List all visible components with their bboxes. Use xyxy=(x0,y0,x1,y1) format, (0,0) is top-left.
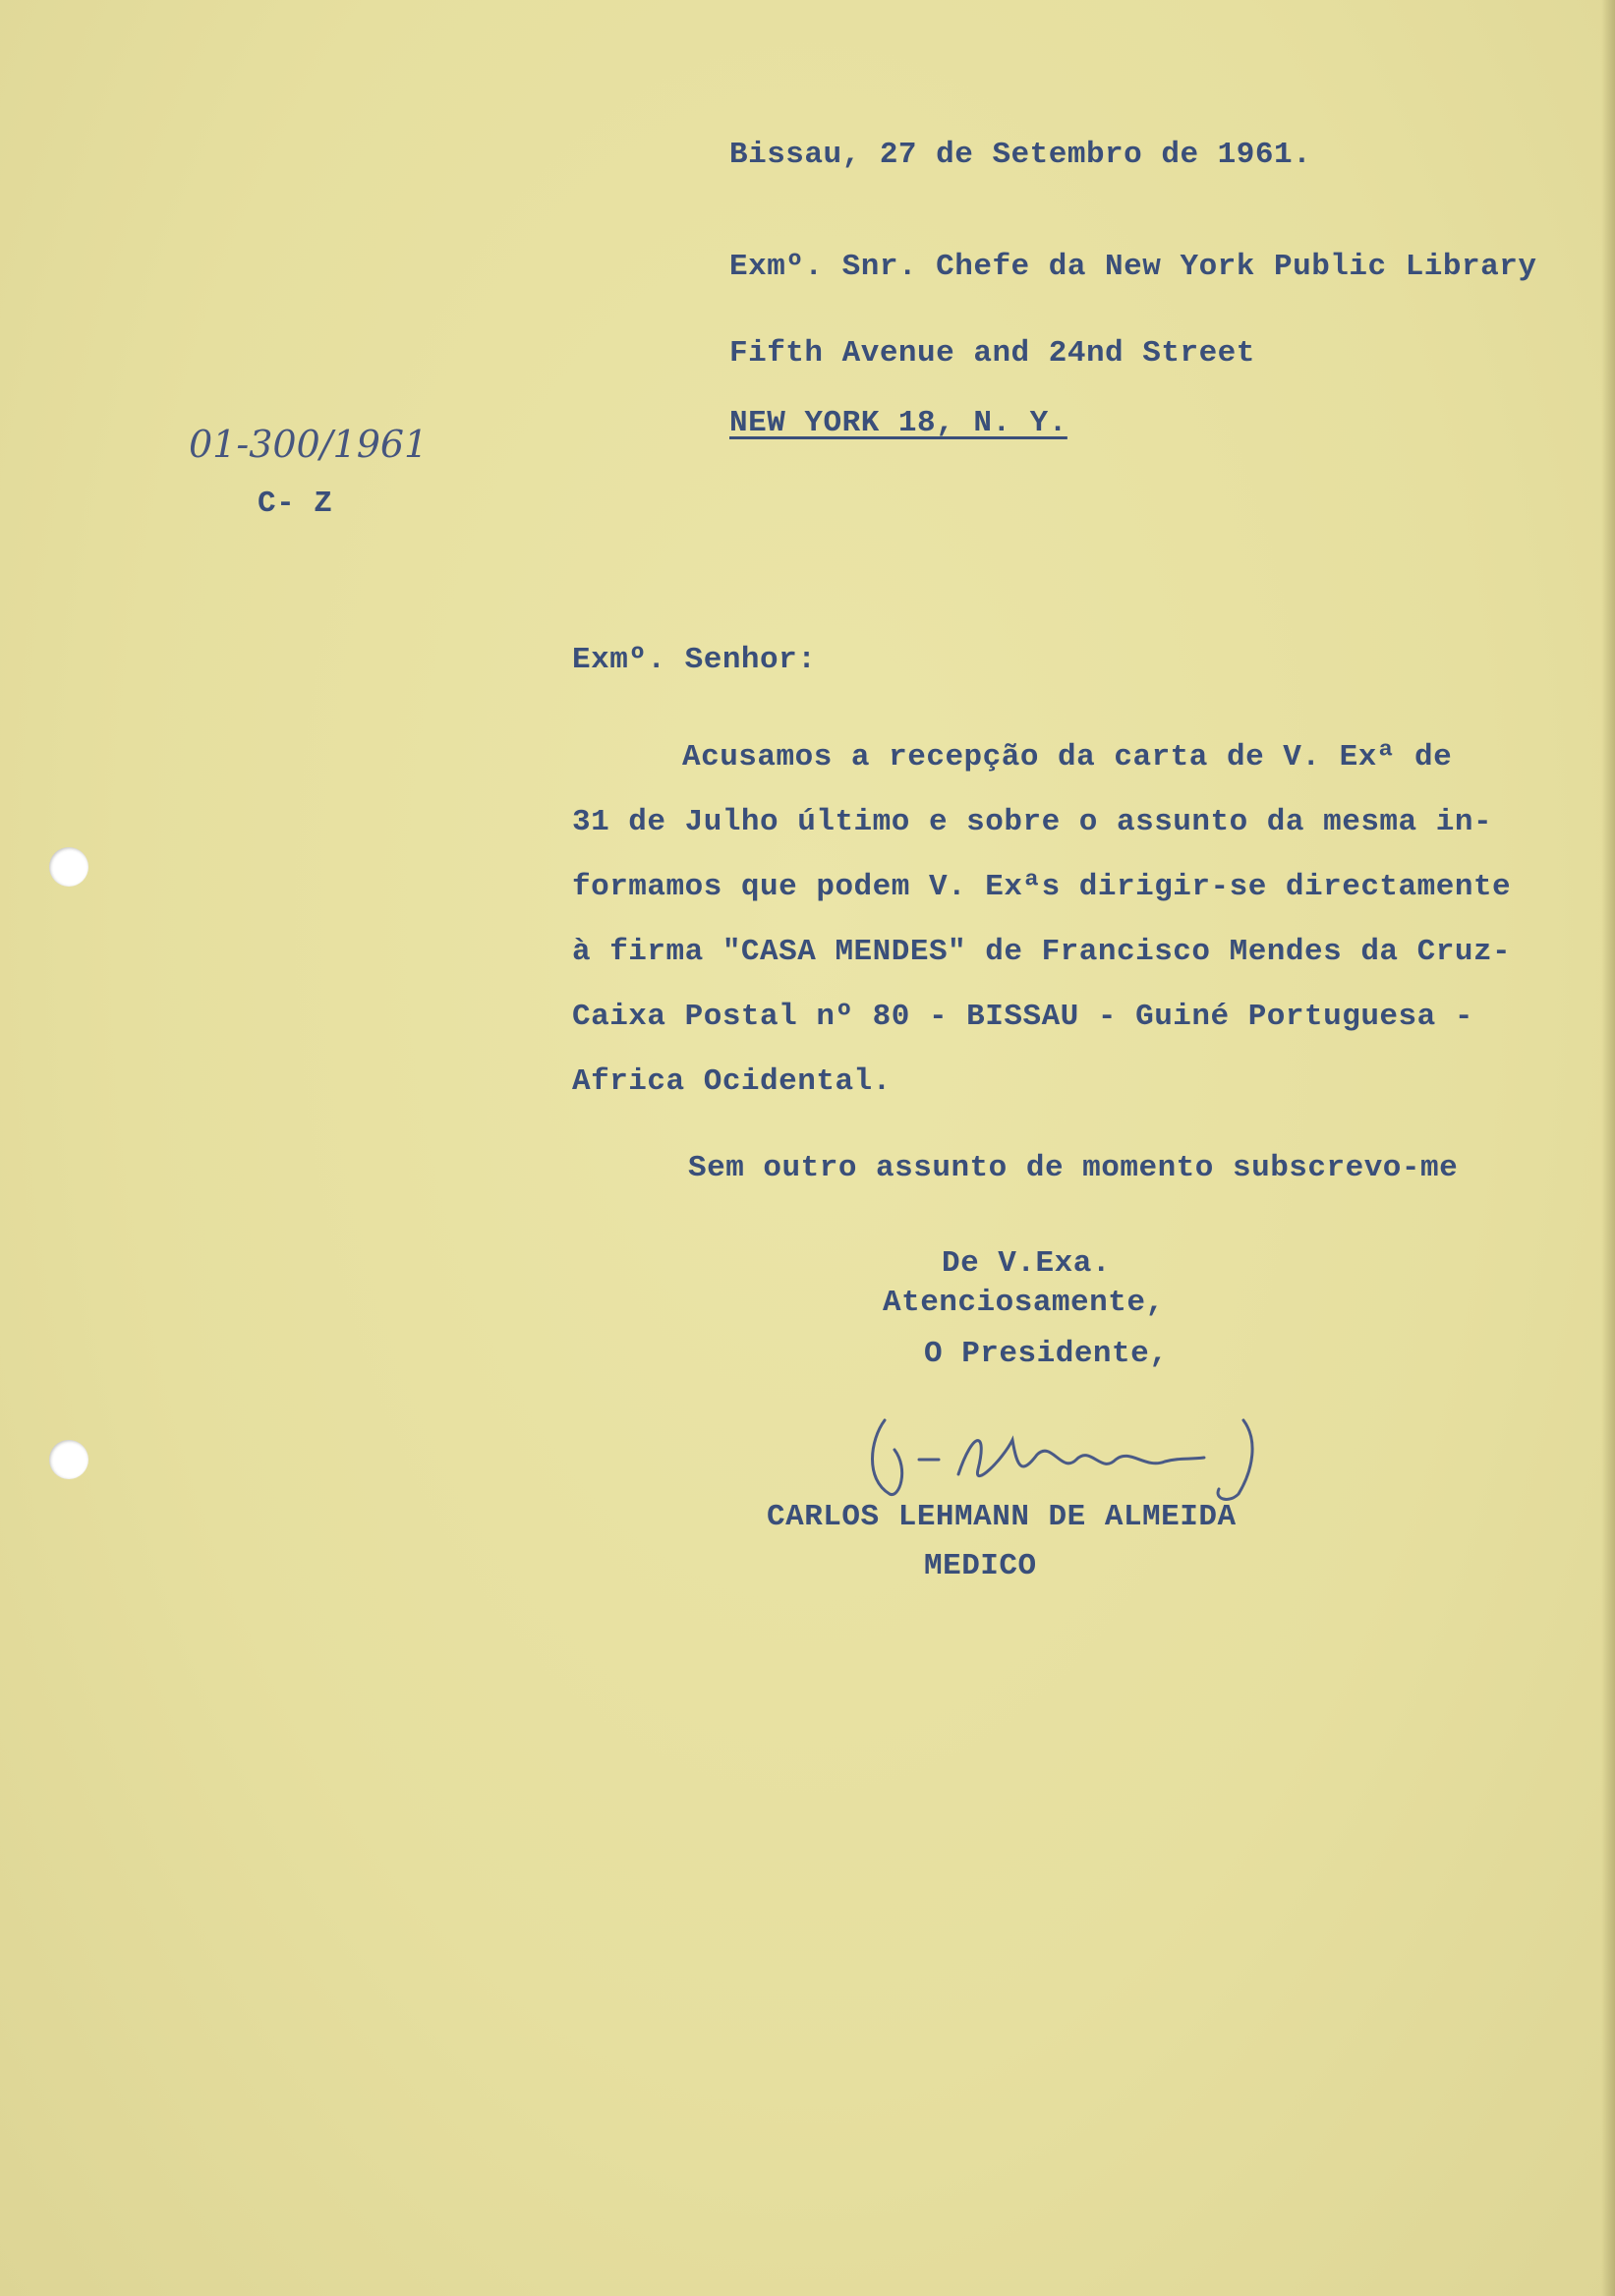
paragraph-line: Caixa Postal nº 80 - BISSAU - Guiné Portuguesa - xyxy=(572,1000,1473,1034)
punch-hole-bottom xyxy=(49,1440,88,1479)
recipient-line-1: Exmº. Snr. Chefe da New York Public Library xyxy=(729,250,1537,284)
paragraph-line: formamos que podem V. Exªs dirigir-se directamente xyxy=(572,870,1512,904)
signatory-name: CARLOS LEHMANN DE ALMEIDA xyxy=(767,1500,1237,1534)
date-line: Bissau, 27 de Setembro de 1961. xyxy=(729,138,1312,172)
salutation: Exmº. Senhor: xyxy=(572,643,817,677)
paragraph-line: à firma "CASA MENDES" de Francisco Mendes da Cruz- xyxy=(572,935,1512,969)
body-paragraph-1 xyxy=(572,725,1555,1115)
handwritten-signature xyxy=(865,1401,1278,1509)
closing-line-3: O Presidente, xyxy=(924,1337,1169,1371)
file-code: C- Z xyxy=(258,487,333,521)
closing-line-1: De V.Exa. xyxy=(942,1246,1111,1281)
recipient-line-2: Fifth Avenue and 24nd Street xyxy=(729,336,1255,371)
closing-line-2: Atenciosamente, xyxy=(883,1286,1165,1320)
paragraph-line: 31 de Julho último e sobre o assunto da mesma in- xyxy=(572,805,1493,839)
paragraph-line: Africa Ocidental. xyxy=(572,1064,892,1099)
body-paragraph-2: Sem outro assunto de momento subscrevo-me xyxy=(688,1151,1459,1185)
signatory-title: MEDICO xyxy=(924,1549,1037,1583)
paragraph-line: Acusamos a recepção da carta de V. Exª de xyxy=(682,740,1453,775)
recipient-line-3: NEW YORK 18, N. Y. xyxy=(729,406,1067,440)
handwritten-file-number: 01-300/1961 xyxy=(189,423,429,466)
punch-hole-top xyxy=(49,847,88,887)
paper-edge-shadow xyxy=(1601,0,1615,2296)
